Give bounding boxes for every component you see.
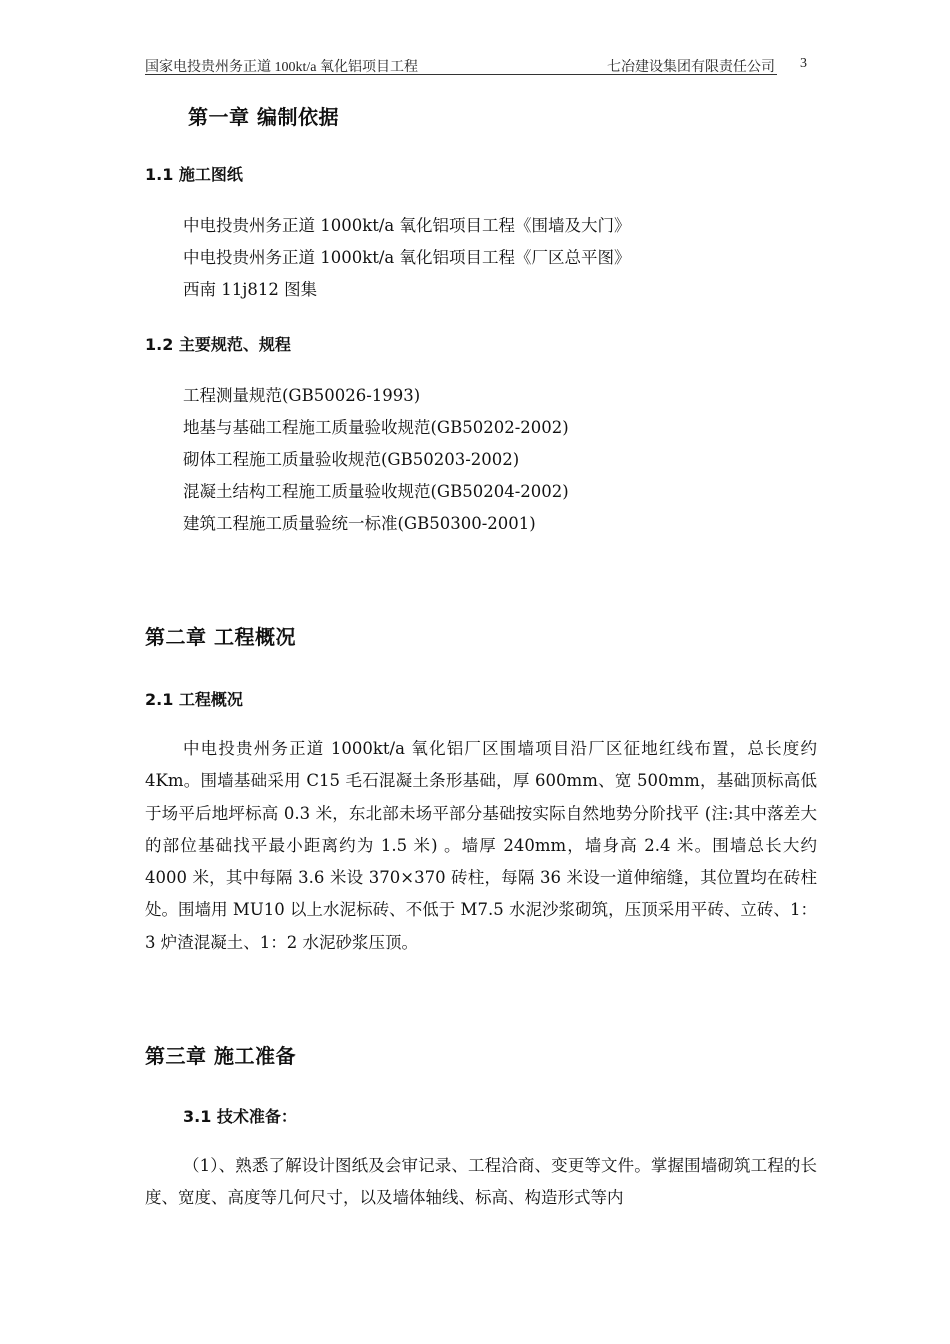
- chapter3-title: 第三章 施工准备: [145, 1044, 296, 1068]
- drawing-item: 西南 11j812 图集: [183, 280, 318, 299]
- standard-item: 混凝土结构工程施工质量验收规范(GB50204-2002): [183, 482, 569, 501]
- section-1-1-title: 1.1 施工图纸: [145, 165, 243, 184]
- drawing-item: 中电投贵州务正道 1000kt/a 氧化铝项目工程《围墙及大门》: [183, 216, 631, 235]
- header-rule: [145, 74, 777, 75]
- header-company-name: 七冶建设集团有限责任公司: [607, 60, 775, 75]
- chapter2-title: 第二章 工程概况: [145, 625, 296, 649]
- chapter1-title: 第一章 编制依据: [188, 105, 339, 129]
- standard-item: 砌体工程施工质量验收规范(GB50203-2002): [183, 450, 520, 469]
- technical-prep-paragraph: （1）、熟悉了解设计图纸及会审记录、工程洽商、变更等文件。掌握围墙砌筑工程的长度、宽度、高度等几何尺寸，以及墙体轴线、标高、构造形式等内: [145, 1156, 817, 1208]
- section-3-1-title: 3.1 技术准备：: [183, 1107, 297, 1126]
- page-header: [145, 56, 809, 76]
- header-project-title: 国家电投贵州务正道 100kt/a 氧化铝项目工程: [145, 60, 418, 75]
- page-number: 3: [800, 56, 807, 71]
- standard-item: 地基与基础工程施工质量验收规范(GB50202-2002): [183, 418, 569, 437]
- project-overview-paragraph: 中电投贵州务正道 1000kt/a 氧化铝厂区围墙项目沿厂区征地红线布置，总长度约 4Km。围墙基础采用 C15 毛石混凝土条形基础，厚 600mm、宽 500mm，基础顶标高低于场平后地坪标高 0.3 米，东北部未场平部分基础按实际自然地势分阶找平 (注:其中落差大的部位基础找平最小距离约为 1.5 米) 。墙厚 240mm，墙身高 2.4 米。围墙总长大约 4000 米，其中每隔 3.6 米设 370×370 砖柱，每隔 36 米设一道伸缩缝，其位置均在砖柱处。围墙用 MU10 以上水泥标砖、不低于 M7.5 水泥沙浆砌筑，压顶采用平砖、立砖、1：3 炉渣混凝土、1：2 水泥砂浆压顶。: [145, 739, 817, 952]
- standard-item: 工程测量规范(GB50026-1993): [183, 386, 421, 405]
- standard-item: 建筑工程施工质量验统一标准(GB50300-2001): [183, 514, 536, 533]
- section-1-2-title: 1.2 主要规范、规程: [145, 335, 291, 354]
- section-2-1-title: 2.1 工程概况: [145, 690, 243, 709]
- drawing-item: 中电投贵州务正道 1000kt/a 氧化铝项目工程《厂区总平图》: [183, 248, 631, 267]
